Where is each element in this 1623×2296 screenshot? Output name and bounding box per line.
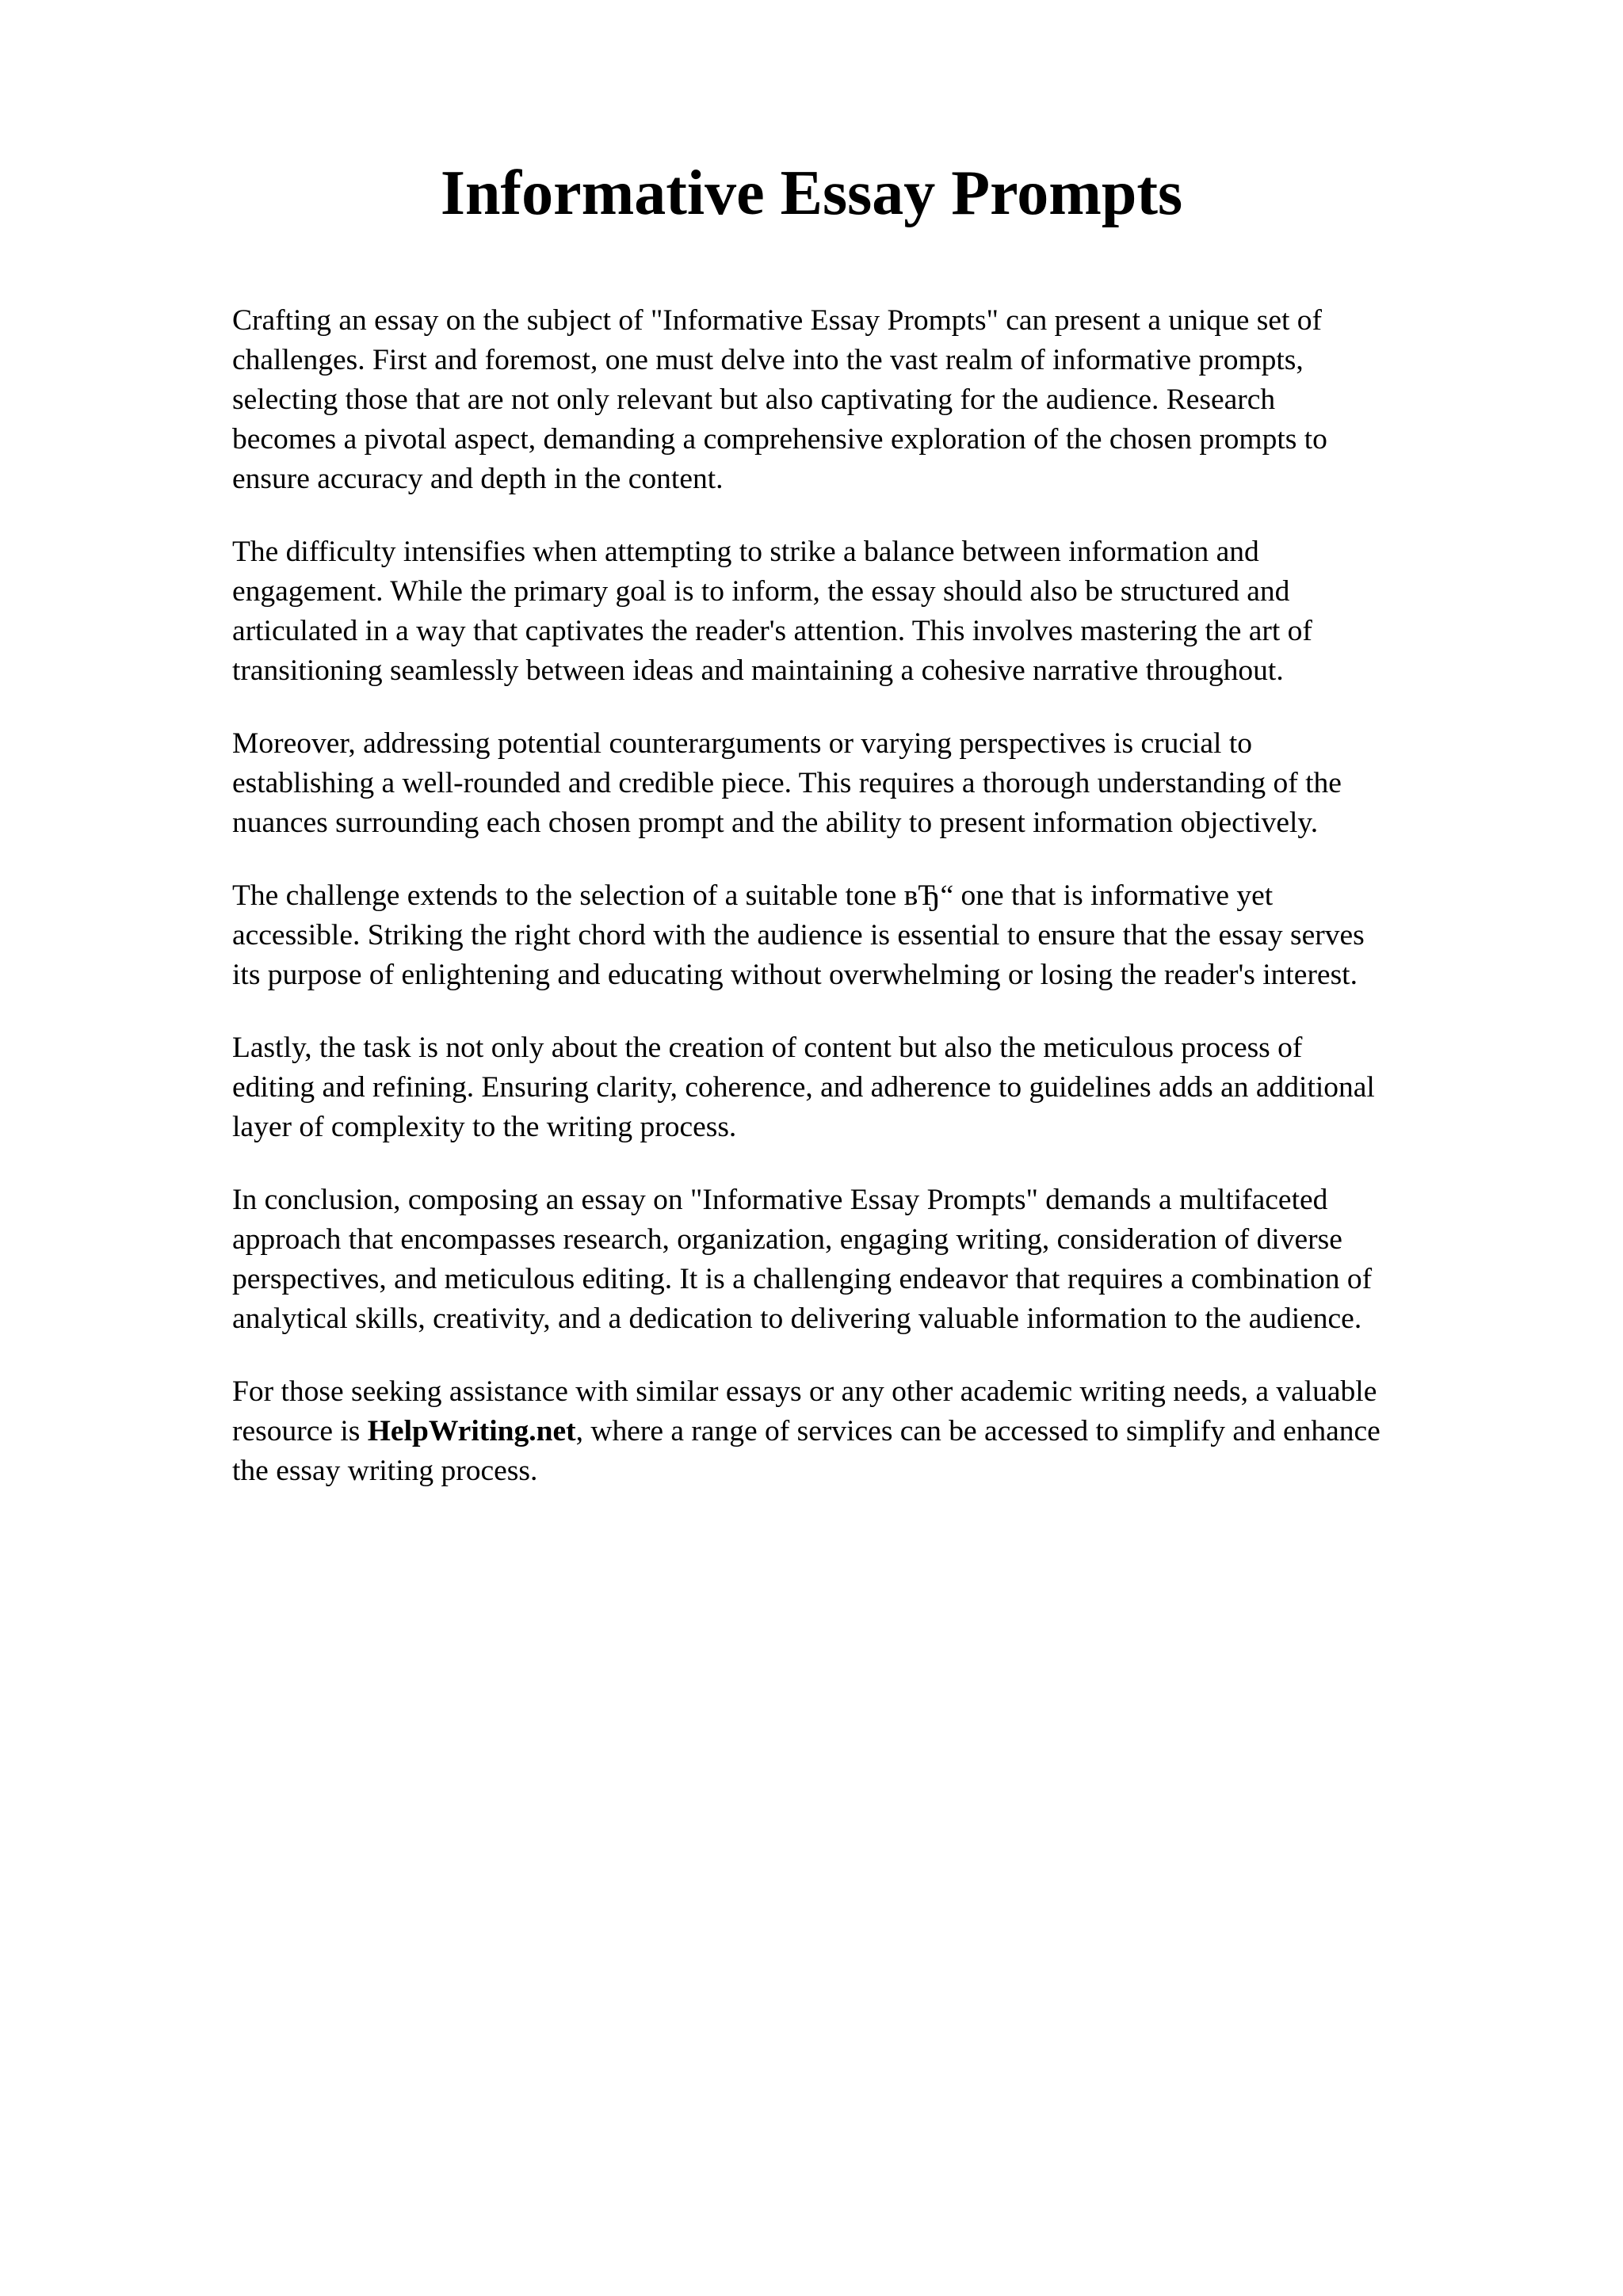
page-title: Informative Essay Prompts <box>440 158 1183 228</box>
paragraph-closing <box>232 1372 1532 1491</box>
closing-text-before: For those seeking assistance with similar essays or any other academic writing needs, a valuable resource is <box>232 1375 1377 1447</box>
paragraph-editing: Lastly, the task is not only about the creation of content but also the meticulous process of editing and refining. Ensuring clarity, coherence, and adherence to guidelines adds an additional layer of complexity to the writing process. <box>232 1032 1375 1143</box>
closing-text-after: , where a range of services can be accessed to simplify and enhance the essay writing process. <box>232 1415 1381 1487</box>
brand-name: HelpWriting.net <box>367 1415 576 1447</box>
essay-body <box>232 301 1532 1524</box>
paragraph-counterarguments: Moreover, addressing potential counterarguments or varying perspectives is crucial to establishing a well-rounded and credible piece. This requires a thorough understanding of the nuances surrounding each chosen prompt and the ability to present information objectively. <box>232 727 1342 839</box>
paragraph-difficulty: The difficulty intensifies when attempting to strike a balance between information and engagement. While the primary goal is to inform, the essay should also be structured and articulated in a way that captivates the reader's attention. This involves mastering the art of transitioning seamlessly between ideas and maintaining a cohesive narrative throughout. <box>232 536 1312 687</box>
paragraph-tone: The challenge extends to the selection of a suitable tone вЂ“ one that is informative yet accessible. Striking the right chord with the audience is essential to ensure that the essay serves its purpose of enlightening and educating without overwhelming or losing the reader's interest. <box>232 879 1365 991</box>
paragraph-conclusion: In conclusion, composing an essay on "Informative Essay Prompts" demands a multifaceted approach that encompasses research, organization, engaging writing, consideration of diverse perspectives, and meticulous editing. It is a challenging endeavor that requires a combination of analytical skills, creativity, and a dedication to delivering valuable information to the audience. <box>232 1184 1373 1335</box>
paragraph-intro: Crafting an essay on the subject of "Informative Essay Prompts" can present a unique set of challenges. First and foremost, one must delve into the vast realm of informative prompts, selecting those that are not only relevant but also captivating for the audience. Research becomes a pivotal aspect, demanding a comprehensive exploration of the chosen prompts to ensure accuracy and depth in the content. <box>232 304 1327 495</box>
